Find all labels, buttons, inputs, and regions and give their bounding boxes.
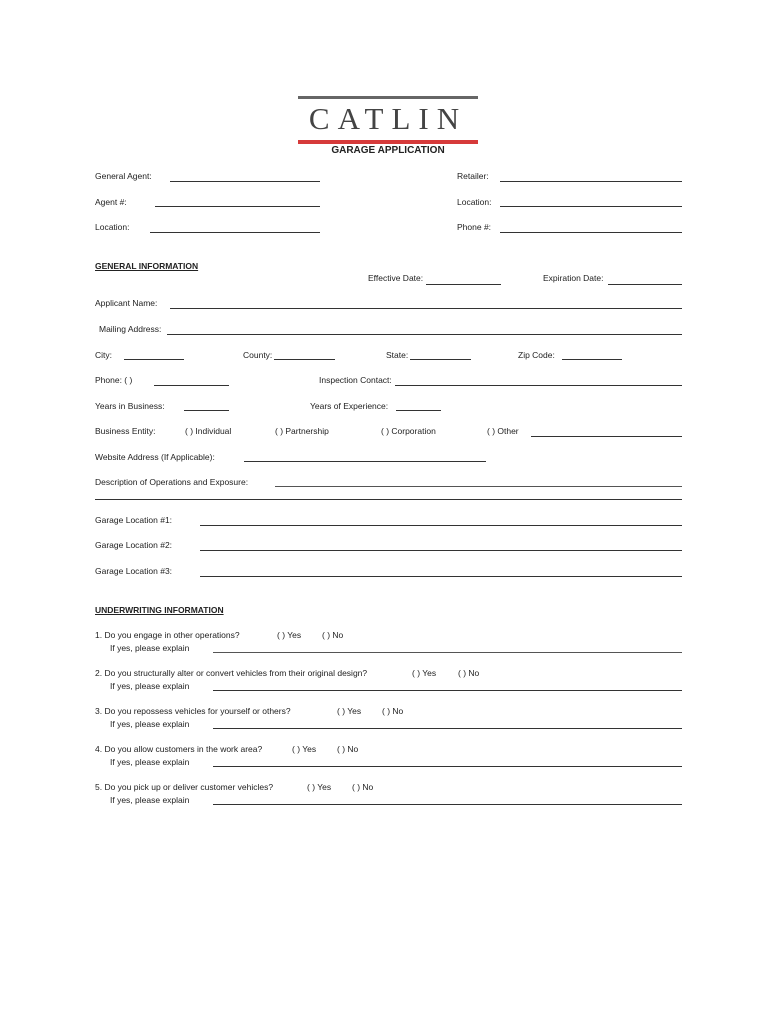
effective-date-label: Effective Date:	[368, 273, 424, 283]
question-2: 2. Do you structurally alter or convert vehicles from their original design?	[95, 668, 368, 678]
city-label: City:	[95, 350, 112, 360]
website-label: Website Address (If Applicable):	[95, 452, 215, 462]
years-in-business-label: Years in Business:	[95, 401, 165, 411]
underwriting-heading: UNDERWRITING INFORMATION	[95, 605, 224, 615]
partnership-option[interactable]: ( ) Partnership	[275, 426, 329, 436]
garage-location-3-label: Garage Location #3:	[95, 566, 173, 576]
question-5-no[interactable]: ( ) No	[352, 782, 374, 792]
agent-number-label: Agent #:	[95, 197, 127, 207]
question-1-yes[interactable]: ( ) Yes	[277, 630, 302, 640]
question-5-explain-label: If yes, please explain	[110, 795, 190, 805]
state-field[interactable]	[410, 359, 471, 360]
agent-location-label: Location:	[95, 222, 130, 232]
question-2-explain-label: If yes, please explain	[110, 681, 190, 691]
county-label: County:	[243, 350, 273, 360]
general-agent-field[interactable]	[170, 181, 320, 182]
phone-number-field[interactable]	[500, 232, 682, 233]
question-1-explain-field[interactable]	[213, 652, 682, 653]
question-3-no[interactable]: ( ) No	[382, 706, 404, 716]
question-2-explain-field[interactable]	[213, 690, 682, 691]
description-field-line-2[interactable]	[95, 499, 682, 500]
other-entity-field[interactable]	[531, 436, 682, 437]
agent-location-field[interactable]	[150, 232, 320, 233]
mailing-address-field[interactable]	[167, 334, 682, 335]
question-2-no[interactable]: ( ) No	[458, 668, 480, 678]
question-4-yes[interactable]: ( ) Yes	[292, 744, 317, 754]
question-1-no[interactable]: ( ) No	[322, 630, 344, 640]
zip-code-field[interactable]	[562, 359, 622, 360]
question-4: 4. Do you allow customers in the work area?	[95, 744, 263, 754]
business-entity-label: Business Entity:	[95, 426, 156, 436]
question-3-explain-field[interactable]	[213, 728, 682, 729]
logo-top-bar	[298, 96, 478, 99]
question-2-yes[interactable]: ( ) Yes	[412, 668, 437, 678]
years-in-business-field[interactable]	[184, 410, 229, 411]
years-experience-label: Years of Experience:	[310, 401, 389, 411]
agent-number-field[interactable]	[155, 206, 320, 207]
question-4-no[interactable]: ( ) No	[337, 744, 359, 754]
question-1: 1. Do you engage in other operations?	[95, 630, 240, 640]
question-4-explain-label: If yes, please explain	[110, 757, 190, 767]
garage-location-1-label: Garage Location #1:	[95, 515, 173, 525]
expiration-date-field[interactable]	[608, 284, 682, 285]
question-3: 3. Do you repossess vehicles for yourself or others?	[95, 706, 291, 716]
other-option[interactable]: ( ) Other	[487, 426, 519, 436]
state-label: State:	[386, 350, 409, 360]
catlin-logo: CATLIN	[308, 101, 468, 136]
county-field[interactable]	[274, 359, 335, 360]
garage-location-2-label: Garage Location #2:	[95, 540, 173, 550]
corporation-option[interactable]: ( ) Corporation	[381, 426, 436, 436]
question-3-explain-label: If yes, please explain	[110, 719, 190, 729]
expiration-date-label: Expiration Date:	[543, 273, 604, 283]
garage-location-1-field[interactable]	[200, 525, 682, 526]
applicant-phone-field[interactable]	[154, 385, 229, 386]
question-4-explain-field[interactable]	[213, 766, 682, 767]
description-label: Description of Operations and Exposure:	[95, 477, 249, 487]
website-field[interactable]	[244, 461, 486, 462]
description-field-line-1[interactable]	[275, 486, 682, 487]
phone-number-label: Phone #:	[457, 222, 492, 232]
retailer-location-field[interactable]	[500, 206, 682, 207]
applicant-name-field[interactable]	[170, 308, 682, 309]
retailer-location-label: Location:	[457, 197, 492, 207]
question-5-yes[interactable]: ( ) Yes	[307, 782, 332, 792]
question-3-yes[interactable]: ( ) Yes	[337, 706, 362, 716]
question-5-explain-field[interactable]	[213, 804, 682, 805]
effective-date-field[interactable]	[426, 284, 501, 285]
inspection-contact-label: Inspection Contact:	[319, 375, 392, 385]
logo-bottom-bar	[298, 140, 478, 144]
zip-code-label: Zip Code:	[518, 350, 555, 360]
mailing-address-label: Mailing Address:	[99, 324, 162, 334]
retailer-label: Retailer:	[457, 171, 489, 181]
general-information-heading: GENERAL INFORMATION	[95, 261, 199, 271]
applicant-name-label: Applicant Name:	[95, 298, 158, 308]
inspection-contact-field[interactable]	[395, 385, 682, 386]
question-5: 5. Do you pick up or deliver customer vehicles?	[95, 782, 274, 792]
retailer-field[interactable]	[500, 181, 682, 182]
years-experience-field[interactable]	[396, 410, 441, 411]
city-field[interactable]	[124, 359, 184, 360]
applicant-phone-label: Phone: ( )	[95, 375, 133, 385]
individual-option[interactable]: ( ) Individual	[185, 426, 232, 436]
garage-location-2-field[interactable]	[200, 550, 682, 551]
general-agent-label: General Agent:	[95, 171, 152, 181]
question-1-explain-label: If yes, please explain	[110, 643, 190, 653]
garage-location-3-field[interactable]	[200, 576, 682, 577]
form-title: GARAGE APPLICATION	[331, 145, 445, 156]
